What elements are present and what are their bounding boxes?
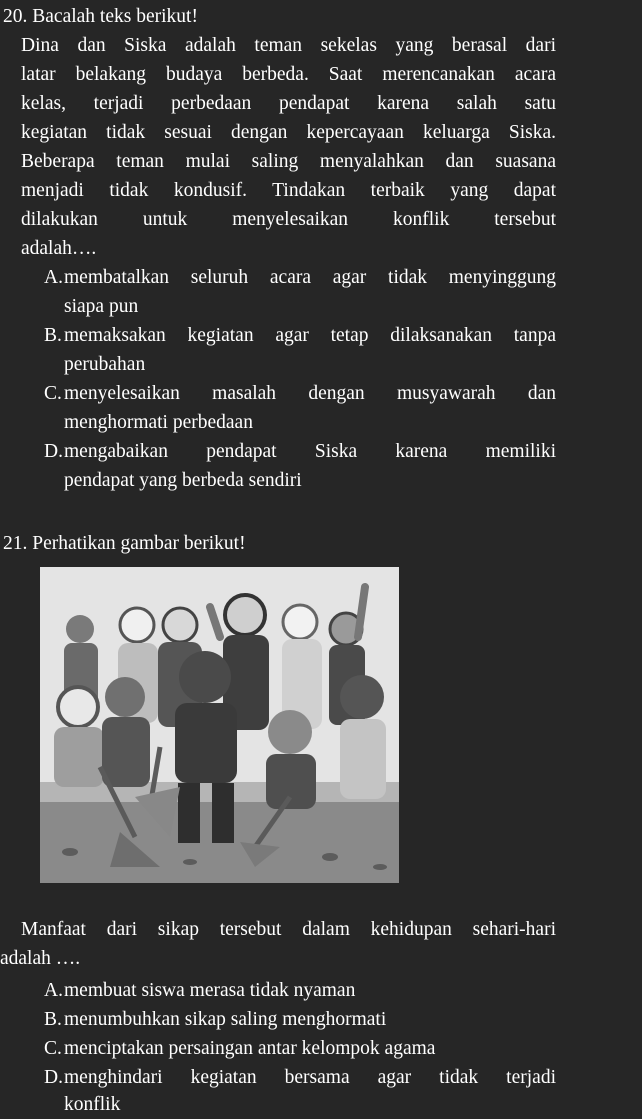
option-text-line2: menghormati perbedaan (64, 412, 253, 433)
option-text-line1: menyelesaikan masalah dengan musyawarah dan (64, 383, 556, 404)
q20-paragraph-line: menjadi tidak kondusif. Tindakan terbaik yang dapat (21, 180, 556, 201)
question-21-heading: 21. Perhatikan gambar berikut! (3, 533, 246, 554)
option-letter: B. (44, 325, 62, 346)
option-text-line2: pendapat yang berbeda sendiri (64, 470, 302, 491)
option-text-line1: membatalkan seluruh acara agar tidak menyinggung (64, 267, 556, 288)
option-text-line1: menghindari kegiatan bersama agar tidak terjadi (64, 1067, 556, 1088)
option-text-line1: memaksakan kegiatan agar tetap dilaksanakan tanpa (64, 325, 556, 346)
option-text-line1: menciptakan persaingan antar kelompok agama (64, 1038, 436, 1059)
q20-paragraph-line: adalah…. (21, 238, 97, 259)
option-text-line1: mengabaikan pendapat Siska karena memiliki (64, 441, 556, 462)
option-text-line1: menumbuhkan sikap saling menghormati (64, 1009, 387, 1030)
q21-question-line: adalah …. (0, 948, 81, 969)
q20-paragraph-line: kegiatan tidak sesuai dengan kepercayaan keluarga Siska. (21, 122, 556, 143)
q20-paragraph-line: dilakukan untuk menyelesaikan konflik tersebut (21, 209, 556, 230)
q20-paragraph-line: latar belakang budaya berbeda. Saat merencanakan acara (21, 64, 556, 85)
option-letter: C. (44, 1038, 62, 1059)
option-text-line2: siapa pun (64, 296, 139, 317)
option-text-line2: perubahan (64, 354, 146, 375)
children-cleaning-together-illustration (40, 567, 399, 883)
option-text-line1: membuat siswa merasa tidak nyaman (64, 980, 356, 1001)
q20-paragraph-line: kelas, terjadi perbedaan pendapat karena salah satu (21, 93, 556, 114)
q20-paragraph-line: Beberapa teman mulai saling menyalahkan dan suasana (21, 151, 556, 172)
option-letter: C. (44, 383, 62, 404)
question-20-heading: 20. Bacalah teks berikut! (3, 6, 198, 27)
q21-question-line: Manfaat dari sikap tersebut dalam kehidupan sehari-hari (21, 919, 556, 940)
option-letter: D. (44, 441, 63, 462)
option-text-line2: konflik (64, 1094, 121, 1115)
q20-paragraph-line: Dina dan Siska adalah teman sekelas yang berasal dari (21, 35, 556, 56)
option-letter: A. (44, 980, 63, 1001)
option-letter: A. (44, 267, 63, 288)
option-letter: B. (44, 1009, 62, 1030)
option-letter: D. (44, 1067, 63, 1088)
